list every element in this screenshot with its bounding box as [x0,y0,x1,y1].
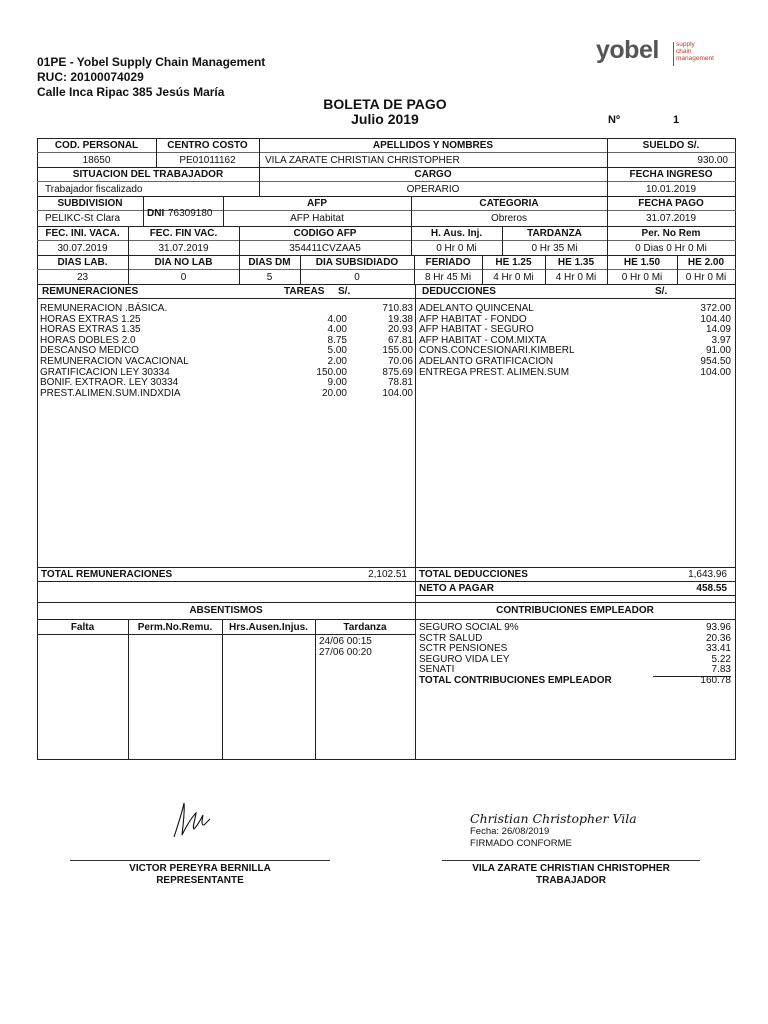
table-row: SEGURO VIDA LEY 5.22 [419,653,731,665]
cod-personal-label: COD. PERSONAL [54,140,139,151]
dias-lab-label: DIAS LAB. [57,257,108,268]
he125: 4 Hr 0 Mi [493,272,534,283]
dias-dm: 5 [266,272,273,283]
he135-label: HE 1.35 [557,257,595,268]
table-row: REMUNERACION .BÁSICA. 710.83 [40,303,413,314]
worker-fecha: Fecha: 26/08/2019 [470,826,550,837]
categoria: Obreros [490,213,528,224]
sueldo: 930.00 [697,155,728,166]
cargo-label: CARGO [414,169,452,180]
total-deduc-label: TOTAL DEDUCCIONES [419,569,528,580]
total-deduc: 1,643.96 [688,569,727,580]
afp: AFP Habitat [290,213,344,224]
dias-dm-label: DIAS DM [248,257,291,268]
norem-label: Per. No Rem [641,228,701,239]
table-row: SEGURO SOCIAL 9% 93.96 [419,622,731,633]
table-row: HORAS DOBLES 2.0 8.75 67.81 [40,334,413,346]
tardanza: 0 Hr 35 Mi [531,243,578,254]
abs-col-perm: Perm.No.Remu. [137,622,213,633]
worker-signature: Christian Christopher Vila [470,811,637,826]
logo-tag-1: supply [676,41,695,48]
remun-soles-label: S/. [338,286,351,297]
remuneraciones-label: REMUNERACIONES [42,286,139,297]
neto-label: NETO A PAGAR [419,583,495,594]
dias-lab: 23 [76,272,89,283]
pago-label: FECHA PAGO [638,198,704,209]
table-row: PREST.ALIMEN.SUM.INDXDIA 20.00 104.00 [40,387,413,399]
dni-label: DNI [147,208,165,219]
centro-costo: PE01011162 [179,155,236,166]
representative-signature [168,795,218,843]
deduc-soles-label: S/. [655,286,668,297]
table-row: BONIF. EXTRAOR. LEY 30334 9.00 78.81 [40,377,413,389]
table-row: ENTREGA PREST. ALIMEN.SUM 104.00 [419,366,731,378]
total-remun: 2,102.51 [368,569,407,580]
dia-no-lab: 0 [180,272,187,283]
ini-vaca-label: FEC. INI. VACA. [45,228,120,239]
doc-period: Julio 2019 [351,111,419,127]
feriado-label: FERIADO [425,257,471,268]
aus-label: H. Aus. Inj. [430,228,483,239]
worker-firmado: FIRMADO CONFORME [470,838,572,849]
company-ruc: RUC: 20100074029 [37,70,144,84]
categoria-label: CATEGORIA [479,198,539,209]
he125-label: HE 1.25 [495,257,532,268]
absentismos-label: ABSENTISMOS [189,605,263,616]
logo-tag-2: chain [676,48,692,55]
subdivision-label: SUBDIVISION [57,198,123,209]
subdivision: PELIKC-St Clara [45,213,121,224]
tareas-label: TAREAS [284,286,325,297]
doc-number: 1 [673,114,680,126]
cargo: OPERARIO [406,184,460,195]
norem: 0 Dias 0 Hr 0 Mi [635,243,707,254]
table-row: HORAS EXTRAS 1.35 4.00 20.93 [40,324,413,336]
table-row: SENATI 7.83 [419,664,731,676]
neto: 458.55 [696,583,727,594]
ingreso-label: FECHA INGRESO [629,169,713,180]
codigo-afp-label: CODIGO AFP [293,228,357,239]
deducciones-label: DEDUCCIONES [422,286,496,297]
fin-vac-label: FEC. FIN VAC. [149,228,218,239]
afp-label: AFP [307,198,327,209]
aus: 0 Hr 0 Mi [436,243,477,254]
abs-col-hrs: Hrs.Ausen.Injus. [229,622,308,633]
nombres-label: APELLIDOS Y NOMBRES [372,140,494,151]
table-row: DESCANSO MEDICO 5.00 155.00 [40,345,413,357]
ingreso: 10.01.2019 [645,184,697,195]
situacion-label: SITUACION DEL TRABAJADOR [72,169,224,180]
worker-name: VILA ZARATE CHRISTIAN CHRISTOPHER [472,863,670,874]
doc-number-label: Nº [608,114,620,126]
company-name: 01PE - Yobel Supply Chain Management [37,55,266,69]
dias-sub-label: DIA SUBSIDIADO [315,257,399,268]
table-row: HORAS EXTRAS 1.25 4.00 19.38 [40,313,413,325]
tardanza-entry: 27/06 00:20 [319,647,372,658]
company-address: Calle Inca Ripac 385 Jesús María [37,85,225,99]
codigo-afp: 354411CVZAA5 [289,243,361,254]
table-row: TOTAL CONTRIBUCIONES EMPLEADOR 160.78 [419,675,731,686]
table-row: GRATIFICACION LEY 30334 150.00 875.69 [40,366,413,378]
sueldo-label: SUELDO S/. [642,140,700,151]
tardanza-entry: 24/06 00:15 [319,636,372,647]
fin-vac: 31.07.2019 [158,243,209,254]
table-row: AFP HABITAT - COM.MIXTA 3.97 [419,334,731,346]
table-row: SCTR PENSIONES 33.41 [419,643,731,655]
table-row: AFP HABITAT - SEGURO 14.09 [419,324,731,336]
tardanza-label: TARDANZA [527,228,582,239]
nombres: VILA ZARATE CHRISTIAN CHRISTOPHER [265,155,460,166]
contribuciones-label: CONTRIBUCIONES EMPLEADOR [496,605,654,616]
table-row: AFP HABITAT - FONDO 104.40 [419,313,731,325]
situacion: Trabajador fiscalizado [45,184,143,195]
doc-title: BOLETA DE PAGO [323,96,447,112]
logo-tag-3: management [676,55,714,62]
table-row: ADELANTO QUINCENAL 372.00 [419,303,731,314]
yobel-logo [596,36,736,76]
pago: 31.07.2019 [645,213,697,224]
he200-label: HE 2.00 [687,257,725,268]
logo-word: yobel [596,36,659,64]
dias-sub: 0 [354,272,360,283]
rep-role: REPRESENTANTE [156,875,244,886]
he150: 0 Hr 0 Mi [621,272,663,283]
abs-col-tardanza: Tardanza [343,622,387,633]
worker-role: TRABAJADOR [536,875,606,886]
total-remun-label: TOTAL REMUNERACIONES [41,569,173,580]
dia-no-lab-label: DIA NO LAB [154,257,213,268]
he200: 0 Hr 0 Mi [685,272,727,283]
cod-personal: 18650 [82,155,111,166]
he135: 4 Hr 0 Mi [555,272,597,283]
table-row: CONS.CONCESIONARI.KIMBERL 91.00 [419,345,731,357]
feriado: 8 Hr 45 Mi [424,272,472,283]
table-row: REMUNERACION VACACIONAL 2.00 70.06 [40,356,413,367]
abs-col-falta: Falta [70,622,95,633]
he150-label: HE 1.50 [623,257,661,268]
rep-name: VICTOR PEREYRA BERNILLA [129,863,271,874]
table-row: ADELANTO GRATIFICACION 954.50 [419,356,731,367]
centro-costo-label: CENTRO COSTO [167,140,248,151]
ini-vaca: 30.07.2019 [57,243,108,254]
dni: 76309180 [168,208,213,219]
table-row: SCTR SALUD 20.36 [419,632,731,644]
